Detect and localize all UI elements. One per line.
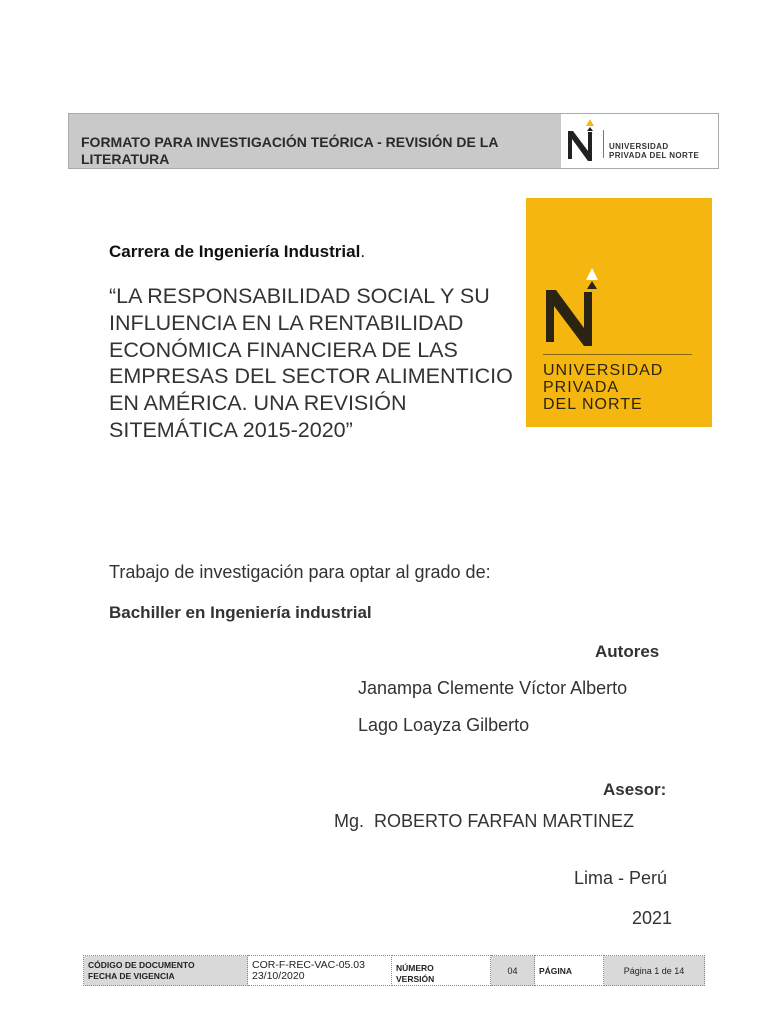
- header-logo-divider: [603, 130, 604, 158]
- upn-n-icon: [564, 117, 600, 163]
- version-value: 04: [491, 956, 535, 986]
- doc-code-value: COR-F-REC-VAC-05.03: [252, 958, 365, 971]
- university-name: [543, 362, 663, 413]
- version-label-line2: VERSIÓN: [396, 973, 435, 984]
- author-name: Janampa Clemente Víctor Alberto: [358, 678, 628, 698]
- advisor-name: Mg. ROBERTO FARFAN MARTINEZ: [334, 811, 635, 831]
- version-label-cell: [392, 956, 491, 986]
- header-logo-line1: UNIVERSIDAD: [609, 142, 669, 151]
- version-label-line1: NÚMERO: [396, 962, 434, 973]
- logo-line3: DEL NORTE: [543, 396, 643, 413]
- valid-date-value: 23/10/2020: [252, 969, 305, 982]
- place: Lima - Perú: [574, 868, 668, 888]
- advisor-heading: Asesor:: [603, 780, 667, 799]
- career-text: Carrera de Ingeniería Industrial: [109, 242, 361, 261]
- author-name: Lago Loayza Gilberto: [358, 715, 530, 735]
- doc-labels-cell: [84, 956, 248, 986]
- doc-values-cell: [248, 956, 392, 986]
- logo-line2: PRIVADA: [543, 379, 620, 396]
- header-logo-text: [609, 142, 699, 160]
- thesis-title: “LA RESPONSABILIDAD SOCIAL Y SU INFLUENCIA EN LA RENTABILIDAD ECONÓMICA FINANCIERA DE LAS EMPRESAS DEL SECTOR ALIMENTICIO EN AMÉRICA. UNA REVISIÓN SITEMÁTICA 2015-2020”: [109, 284, 513, 442]
- career-suffix: .: [360, 242, 366, 261]
- doc-code-label: CÓDIGO DE DOCUMENTO: [88, 959, 195, 970]
- logo-rule: [543, 354, 692, 355]
- degree-name: Bachiller en Ingeniería industrial: [109, 603, 372, 622]
- year: 2021: [632, 908, 673, 928]
- logo-line1: UNIVERSIDAD: [543, 362, 664, 379]
- document-control-table: [83, 955, 705, 986]
- page-number: Página 1 de 14: [604, 956, 705, 986]
- document-format-title: FORMATO PARA INVESTIGACIÓN TEÓRICA - REVISIÓN DE LA LITERATURA: [81, 134, 498, 167]
- page-label: PÁGINA: [535, 956, 604, 986]
- valid-date-label: FECHA DE VIGENCIA: [88, 970, 175, 981]
- authors-heading: Autores: [595, 642, 660, 661]
- grade-intro: Trabajo de investigación para optar al grado de:: [109, 562, 491, 582]
- upn-n-logo-icon: [540, 268, 606, 348]
- career-name: [109, 242, 365, 262]
- header-logo-line2: PRIVADA DEL NORTE: [609, 151, 700, 160]
